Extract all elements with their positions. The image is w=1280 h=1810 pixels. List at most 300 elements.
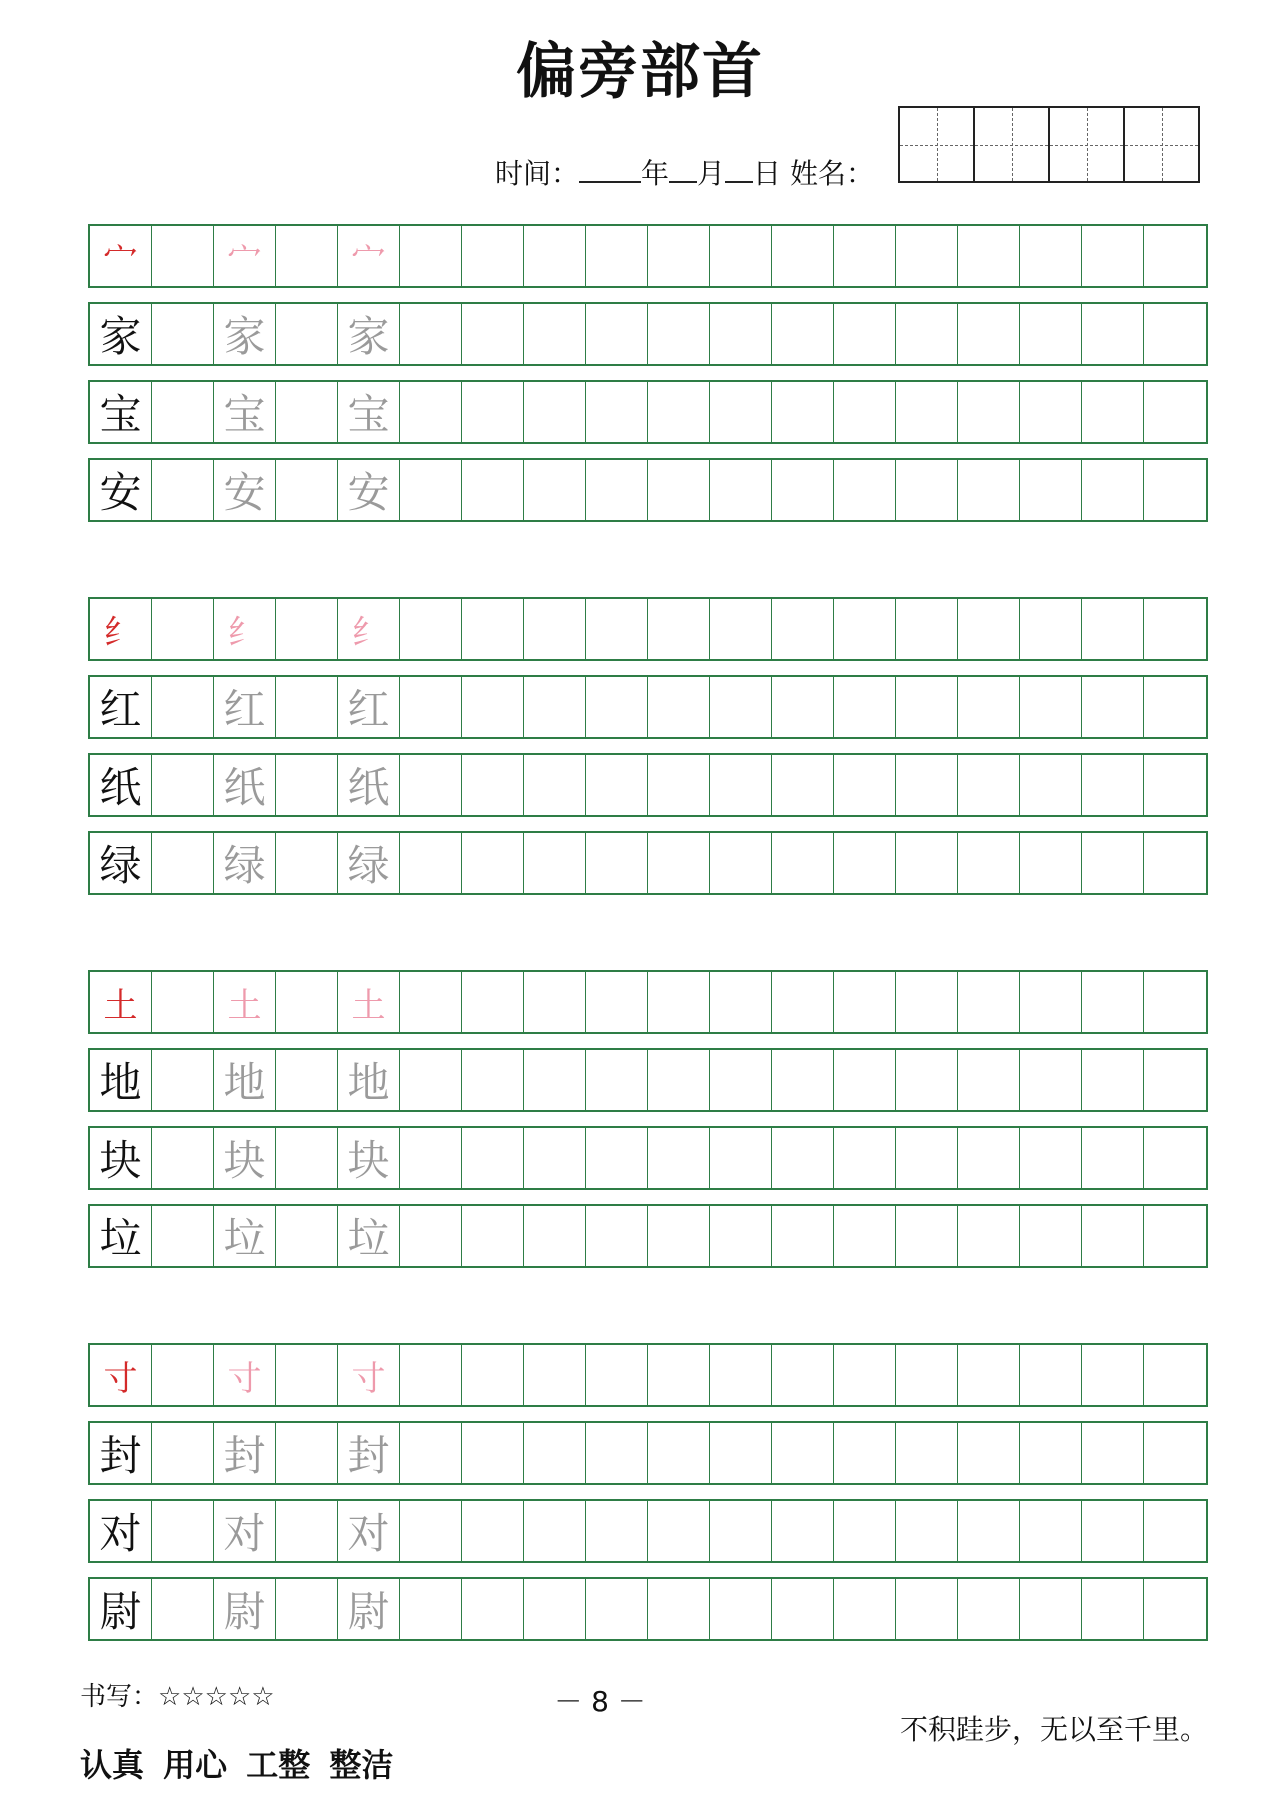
blank-practice-cell[interactable] [958, 1345, 1020, 1405]
blank-practice-cell[interactable] [152, 1579, 214, 1639]
blank-practice-cell[interactable] [586, 1206, 648, 1266]
blank-practice-cell[interactable] [400, 1345, 462, 1405]
blank-practice-cell[interactable] [1144, 304, 1206, 364]
character-trace-cell[interactable]: 宝 [338, 382, 400, 442]
blank-practice-cell[interactable] [524, 1501, 586, 1561]
character-trace-cell[interactable]: 垃 [338, 1206, 400, 1266]
blank-practice-cell[interactable] [400, 833, 462, 893]
character-trace-cell[interactable]: 宝 [214, 382, 276, 442]
blank-practice-cell[interactable] [462, 1050, 524, 1110]
radical-model-cell[interactable]: 寸 [90, 1345, 152, 1405]
blank-practice-cell[interactable] [772, 1579, 834, 1639]
character-model-cell[interactable]: 纸 [90, 755, 152, 815]
blank-practice-cell[interactable] [648, 1501, 710, 1561]
blank-practice-cell[interactable] [1082, 1128, 1144, 1188]
blank-practice-cell[interactable] [462, 382, 524, 442]
blank-practice-cell[interactable] [524, 304, 586, 364]
blank-practice-cell[interactable] [1144, 1206, 1206, 1266]
blank-practice-cell[interactable] [648, 755, 710, 815]
blank-practice-cell[interactable] [710, 1206, 772, 1266]
radical-trace-cell[interactable]: 寸 [214, 1345, 276, 1405]
blank-practice-cell[interactable] [1020, 755, 1082, 815]
rating-stars[interactable]: ☆☆☆☆☆ [158, 1682, 275, 1712]
blank-practice-cell[interactable] [1144, 972, 1206, 1032]
blank-practice-cell[interactable] [772, 599, 834, 659]
blank-practice-cell[interactable] [152, 1501, 214, 1561]
blank-practice-cell[interactable] [586, 226, 648, 286]
blank-practice-cell[interactable] [648, 599, 710, 659]
blank-practice-cell[interactable] [524, 1050, 586, 1110]
blank-practice-cell[interactable] [958, 1050, 1020, 1110]
blank-practice-cell[interactable] [1082, 460, 1144, 520]
blank-practice-cell[interactable] [276, 1579, 338, 1639]
blank-practice-cell[interactable] [710, 226, 772, 286]
blank-practice-cell[interactable] [1020, 382, 1082, 442]
blank-practice-cell[interactable] [1144, 1050, 1206, 1110]
blank-practice-cell[interactable] [1020, 833, 1082, 893]
blank-practice-cell[interactable] [710, 1501, 772, 1561]
blank-practice-cell[interactable] [586, 755, 648, 815]
blank-practice-cell[interactable] [152, 1128, 214, 1188]
blank-practice-cell[interactable] [1020, 1128, 1082, 1188]
blank-practice-cell[interactable] [958, 1501, 1020, 1561]
blank-practice-cell[interactable] [648, 1128, 710, 1188]
character-trace-cell[interactable]: 地 [214, 1050, 276, 1110]
blank-practice-cell[interactable] [586, 1345, 648, 1405]
blank-practice-cell[interactable] [462, 226, 524, 286]
blank-practice-cell[interactable] [462, 972, 524, 1032]
radical-model-cell[interactable]: 纟 [90, 599, 152, 659]
blank-practice-cell[interactable] [276, 755, 338, 815]
blank-practice-cell[interactable] [772, 304, 834, 364]
blank-practice-cell[interactable] [710, 833, 772, 893]
blank-practice-cell[interactable] [834, 833, 896, 893]
blank-practice-cell[interactable] [152, 1206, 214, 1266]
radical-trace-cell[interactable]: 纟 [338, 599, 400, 659]
blank-practice-cell[interactable] [586, 460, 648, 520]
blank-practice-cell[interactable] [834, 755, 896, 815]
blank-practice-cell[interactable] [1082, 833, 1144, 893]
blank-practice-cell[interactable] [524, 1423, 586, 1483]
blank-practice-cell[interactable] [896, 460, 958, 520]
blank-practice-cell[interactable] [586, 677, 648, 737]
character-trace-cell[interactable]: 块 [338, 1128, 400, 1188]
character-trace-cell[interactable]: 块 [214, 1128, 276, 1188]
blank-practice-cell[interactable] [958, 1423, 1020, 1483]
blank-practice-cell[interactable] [1144, 382, 1206, 442]
blank-practice-cell[interactable] [524, 599, 586, 659]
blank-practice-cell[interactable] [152, 1423, 214, 1483]
blank-practice-cell[interactable] [586, 1501, 648, 1561]
blank-practice-cell[interactable] [834, 1345, 896, 1405]
blank-practice-cell[interactable] [1020, 1345, 1082, 1405]
blank-practice-cell[interactable] [710, 1423, 772, 1483]
blank-practice-cell[interactable] [586, 382, 648, 442]
character-trace-cell[interactable]: 对 [338, 1501, 400, 1561]
blank-practice-cell[interactable] [1020, 1423, 1082, 1483]
blank-practice-cell[interactable] [400, 1206, 462, 1266]
blank-practice-cell[interactable] [772, 1423, 834, 1483]
character-trace-cell[interactable]: 尉 [214, 1579, 276, 1639]
radical-trace-cell[interactable]: 宀 [338, 226, 400, 286]
blank-practice-cell[interactable] [1144, 677, 1206, 737]
blank-practice-cell[interactable] [958, 304, 1020, 364]
blank-practice-cell[interactable] [524, 382, 586, 442]
blank-practice-cell[interactable] [276, 1423, 338, 1483]
blank-practice-cell[interactable] [276, 972, 338, 1032]
blank-practice-cell[interactable] [834, 304, 896, 364]
blank-practice-cell[interactable] [834, 382, 896, 442]
blank-practice-cell[interactable] [276, 833, 338, 893]
blank-practice-cell[interactable] [896, 755, 958, 815]
blank-practice-cell[interactable] [1020, 1501, 1082, 1561]
name-box[interactable] [1125, 108, 1198, 181]
blank-practice-cell[interactable] [586, 1050, 648, 1110]
name-box[interactable] [1050, 108, 1125, 181]
blank-practice-cell[interactable] [958, 755, 1020, 815]
blank-practice-cell[interactable] [710, 1128, 772, 1188]
blank-practice-cell[interactable] [1144, 1501, 1206, 1561]
radical-model-cell[interactable]: 土 [90, 972, 152, 1032]
blank-practice-cell[interactable] [462, 1206, 524, 1266]
blank-practice-cell[interactable] [1144, 460, 1206, 520]
day-field[interactable] [725, 155, 753, 183]
blank-practice-cell[interactable] [586, 1423, 648, 1483]
blank-practice-cell[interactable] [772, 1501, 834, 1561]
character-trace-cell[interactable]: 绿 [338, 833, 400, 893]
blank-practice-cell[interactable] [152, 755, 214, 815]
blank-practice-cell[interactable] [834, 1050, 896, 1110]
blank-practice-cell[interactable] [276, 382, 338, 442]
character-model-cell[interactable]: 垃 [90, 1206, 152, 1266]
blank-practice-cell[interactable] [834, 460, 896, 520]
blank-practice-cell[interactable] [648, 382, 710, 442]
blank-practice-cell[interactable] [462, 1579, 524, 1639]
blank-practice-cell[interactable] [400, 1501, 462, 1561]
blank-practice-cell[interactable] [1082, 304, 1144, 364]
blank-practice-cell[interactable] [586, 833, 648, 893]
blank-practice-cell[interactable] [462, 755, 524, 815]
blank-practice-cell[interactable] [1020, 972, 1082, 1032]
character-model-cell[interactable]: 对 [90, 1501, 152, 1561]
character-trace-cell[interactable]: 对 [214, 1501, 276, 1561]
blank-practice-cell[interactable] [276, 226, 338, 286]
blank-practice-cell[interactable] [276, 1206, 338, 1266]
blank-practice-cell[interactable] [152, 460, 214, 520]
character-trace-cell[interactable]: 纸 [338, 755, 400, 815]
blank-practice-cell[interactable] [1144, 599, 1206, 659]
blank-practice-cell[interactable] [772, 1050, 834, 1110]
blank-practice-cell[interactable] [772, 1345, 834, 1405]
blank-practice-cell[interactable] [524, 1128, 586, 1188]
blank-practice-cell[interactable] [1082, 226, 1144, 286]
character-trace-cell[interactable]: 安 [214, 460, 276, 520]
blank-practice-cell[interactable] [648, 226, 710, 286]
blank-practice-cell[interactable] [648, 304, 710, 364]
character-model-cell[interactable]: 地 [90, 1050, 152, 1110]
blank-practice-cell[interactable] [524, 1345, 586, 1405]
blank-practice-cell[interactable] [1082, 1501, 1144, 1561]
blank-practice-cell[interactable] [834, 226, 896, 286]
character-trace-cell[interactable]: 红 [214, 677, 276, 737]
character-trace-cell[interactable]: 尉 [338, 1579, 400, 1639]
name-boxes[interactable] [898, 106, 1200, 183]
blank-practice-cell[interactable] [896, 1128, 958, 1188]
blank-practice-cell[interactable] [276, 599, 338, 659]
blank-practice-cell[interactable] [896, 1050, 958, 1110]
blank-practice-cell[interactable] [462, 1345, 524, 1405]
blank-practice-cell[interactable] [896, 1579, 958, 1639]
blank-practice-cell[interactable] [896, 1345, 958, 1405]
blank-practice-cell[interactable] [958, 833, 1020, 893]
blank-practice-cell[interactable] [276, 1128, 338, 1188]
blank-practice-cell[interactable] [400, 1579, 462, 1639]
blank-practice-cell[interactable] [1020, 1050, 1082, 1110]
blank-practice-cell[interactable] [1082, 1579, 1144, 1639]
blank-practice-cell[interactable] [152, 972, 214, 1032]
character-trace-cell[interactable]: 封 [338, 1423, 400, 1483]
blank-practice-cell[interactable] [710, 1345, 772, 1405]
blank-practice-cell[interactable] [462, 1423, 524, 1483]
blank-practice-cell[interactable] [834, 1128, 896, 1188]
blank-practice-cell[interactable] [772, 382, 834, 442]
blank-practice-cell[interactable] [958, 599, 1020, 659]
blank-practice-cell[interactable] [152, 1345, 214, 1405]
blank-practice-cell[interactable] [1082, 1206, 1144, 1266]
blank-practice-cell[interactable] [834, 972, 896, 1032]
blank-practice-cell[interactable] [1020, 1206, 1082, 1266]
blank-practice-cell[interactable] [1144, 1423, 1206, 1483]
blank-practice-cell[interactable] [524, 833, 586, 893]
blank-practice-cell[interactable] [152, 1050, 214, 1110]
blank-practice-cell[interactable] [462, 833, 524, 893]
blank-practice-cell[interactable] [462, 1501, 524, 1561]
blank-practice-cell[interactable] [1020, 304, 1082, 364]
radical-trace-cell[interactable]: 纟 [214, 599, 276, 659]
blank-practice-cell[interactable] [834, 1501, 896, 1561]
blank-practice-cell[interactable] [462, 1128, 524, 1188]
blank-practice-cell[interactable] [276, 1501, 338, 1561]
blank-practice-cell[interactable] [772, 1128, 834, 1188]
blank-practice-cell[interactable] [586, 599, 648, 659]
blank-practice-cell[interactable] [276, 1345, 338, 1405]
blank-practice-cell[interactable] [648, 1423, 710, 1483]
name-box[interactable] [975, 108, 1050, 181]
blank-practice-cell[interactable] [958, 1128, 1020, 1188]
blank-practice-cell[interactable] [834, 1206, 896, 1266]
blank-practice-cell[interactable] [896, 1501, 958, 1561]
blank-practice-cell[interactable] [1020, 226, 1082, 286]
character-row [88, 458, 1208, 522]
character-model-cell[interactable]: 块 [90, 1128, 152, 1188]
blank-practice-cell[interactable] [524, 226, 586, 286]
blank-practice-cell[interactable] [586, 972, 648, 1032]
radical-model-cell[interactable]: 宀 [90, 226, 152, 286]
blank-practice-cell[interactable] [400, 460, 462, 520]
radical-trace-cell[interactable]: 土 [338, 972, 400, 1032]
name-box[interactable] [900, 108, 975, 181]
blank-practice-cell[interactable] [958, 382, 1020, 442]
blank-practice-cell[interactable] [400, 677, 462, 737]
blank-practice-cell[interactable] [958, 677, 1020, 737]
blank-practice-cell[interactable] [710, 1050, 772, 1110]
blank-practice-cell[interactable] [648, 972, 710, 1032]
blank-practice-cell[interactable] [1020, 599, 1082, 659]
blank-practice-cell[interactable] [1082, 1423, 1144, 1483]
blank-practice-cell[interactable] [400, 1128, 462, 1188]
character-model-cell[interactable]: 安 [90, 460, 152, 520]
blank-practice-cell[interactable] [896, 1206, 958, 1266]
year-field[interactable] [579, 155, 641, 183]
blank-practice-cell[interactable] [648, 1206, 710, 1266]
blank-practice-cell[interactable] [772, 677, 834, 737]
blank-practice-cell[interactable] [648, 1345, 710, 1405]
blank-practice-cell[interactable] [524, 460, 586, 520]
blank-practice-cell[interactable] [276, 460, 338, 520]
character-model-cell[interactable]: 绿 [90, 833, 152, 893]
blank-practice-cell[interactable] [772, 972, 834, 1032]
radical-trace-cell[interactable]: 土 [214, 972, 276, 1032]
month-field[interactable] [669, 155, 697, 183]
blank-practice-cell[interactable] [1082, 677, 1144, 737]
blank-practice-cell[interactable] [462, 304, 524, 364]
blank-practice-cell[interactable] [1020, 1579, 1082, 1639]
blank-practice-cell[interactable] [400, 226, 462, 286]
blank-practice-cell[interactable] [524, 972, 586, 1032]
blank-practice-cell[interactable] [710, 1579, 772, 1639]
blank-practice-cell[interactable] [834, 1423, 896, 1483]
blank-practice-cell[interactable] [896, 677, 958, 737]
blank-practice-cell[interactable] [1144, 1345, 1206, 1405]
blank-practice-cell[interactable] [276, 1050, 338, 1110]
character-trace-cell[interactable]: 地 [338, 1050, 400, 1110]
blank-practice-cell[interactable] [586, 1579, 648, 1639]
blank-practice-cell[interactable] [958, 1206, 1020, 1266]
blank-practice-cell[interactable] [400, 1050, 462, 1110]
blank-practice-cell[interactable] [400, 1423, 462, 1483]
blank-practice-cell[interactable] [1144, 1128, 1206, 1188]
blank-practice-cell[interactable] [462, 677, 524, 737]
blank-practice-cell[interactable] [710, 599, 772, 659]
blank-practice-cell[interactable] [896, 599, 958, 659]
character-trace-cell[interactable]: 家 [338, 304, 400, 364]
radical-trace-cell[interactable]: 宀 [214, 226, 276, 286]
blank-practice-cell[interactable] [524, 1206, 586, 1266]
blank-practice-cell[interactable] [958, 460, 1020, 520]
blank-practice-cell[interactable] [834, 1579, 896, 1639]
blank-practice-cell[interactable] [462, 460, 524, 520]
blank-practice-cell[interactable] [710, 677, 772, 737]
character-model-cell[interactable]: 尉 [90, 1579, 152, 1639]
blank-practice-cell[interactable] [400, 382, 462, 442]
blank-practice-cell[interactable] [1144, 755, 1206, 815]
blank-practice-cell[interactable] [276, 304, 338, 364]
name-label: 姓名： [789, 157, 874, 190]
blank-practice-cell[interactable] [1020, 460, 1082, 520]
character-trace-cell[interactable]: 纸 [214, 755, 276, 815]
character-model-cell[interactable]: 红 [90, 677, 152, 737]
blank-practice-cell[interactable] [400, 599, 462, 659]
blank-practice-cell[interactable] [1082, 972, 1144, 1032]
blank-practice-cell[interactable] [152, 382, 214, 442]
blank-practice-cell[interactable] [152, 833, 214, 893]
blank-practice-cell[interactable] [152, 677, 214, 737]
character-trace-cell[interactable]: 绿 [214, 833, 276, 893]
blank-practice-cell[interactable] [1020, 677, 1082, 737]
blank-practice-cell[interactable] [462, 599, 524, 659]
blank-practice-cell[interactable] [586, 304, 648, 364]
character-trace-cell[interactable]: 家 [214, 304, 276, 364]
character-model-cell[interactable]: 家 [90, 304, 152, 364]
blank-practice-cell[interactable] [772, 755, 834, 815]
blank-practice-cell[interactable] [648, 460, 710, 520]
character-trace-cell[interactable]: 封 [214, 1423, 276, 1483]
blank-practice-cell[interactable] [400, 755, 462, 815]
blank-practice-cell[interactable] [1082, 1050, 1144, 1110]
blank-practice-cell[interactable] [524, 677, 586, 737]
blank-practice-cell[interactable] [896, 226, 958, 286]
blank-practice-cell[interactable] [772, 460, 834, 520]
blank-practice-cell[interactable] [710, 755, 772, 815]
radical-trace-cell[interactable]: 寸 [338, 1345, 400, 1405]
blank-practice-cell[interactable] [710, 972, 772, 1032]
character-model-cell[interactable]: 封 [90, 1423, 152, 1483]
blank-practice-cell[interactable] [1144, 833, 1206, 893]
blank-practice-cell[interactable] [834, 599, 896, 659]
blank-practice-cell[interactable] [958, 972, 1020, 1032]
blank-practice-cell[interactable] [1144, 226, 1206, 286]
blank-practice-cell[interactable] [772, 1206, 834, 1266]
blank-practice-cell[interactable] [648, 833, 710, 893]
blank-practice-cell[interactable] [1082, 755, 1144, 815]
blank-practice-cell[interactable] [772, 226, 834, 286]
character-row [88, 831, 1208, 895]
character-model-cell[interactable]: 宝 [90, 382, 152, 442]
blank-practice-cell[interactable] [524, 1579, 586, 1639]
character-trace-cell[interactable]: 红 [338, 677, 400, 737]
character-trace-cell[interactable]: 安 [338, 460, 400, 520]
blank-practice-cell[interactable] [648, 1050, 710, 1110]
blank-practice-cell[interactable] [400, 304, 462, 364]
blank-practice-cell[interactable] [276, 677, 338, 737]
blank-practice-cell[interactable] [1082, 599, 1144, 659]
blank-practice-cell[interactable] [834, 677, 896, 737]
blank-practice-cell[interactable] [400, 972, 462, 1032]
character-trace-cell[interactable]: 垃 [214, 1206, 276, 1266]
blank-practice-cell[interactable] [896, 833, 958, 893]
blank-practice-cell[interactable] [648, 677, 710, 737]
blank-practice-cell[interactable] [1082, 1345, 1144, 1405]
blank-practice-cell[interactable] [896, 1423, 958, 1483]
blank-practice-cell[interactable] [896, 382, 958, 442]
blank-practice-cell[interactable] [586, 1128, 648, 1188]
blank-practice-cell[interactable] [710, 304, 772, 364]
blank-practice-cell[interactable] [710, 382, 772, 442]
blank-practice-cell[interactable] [1082, 382, 1144, 442]
blank-practice-cell[interactable] [648, 1579, 710, 1639]
blank-practice-cell[interactable] [710, 460, 772, 520]
blank-practice-cell[interactable] [152, 304, 214, 364]
blank-practice-cell[interactable] [524, 755, 586, 815]
blank-practice-cell[interactable] [152, 226, 214, 286]
blank-practice-cell[interactable] [896, 972, 958, 1032]
blank-practice-cell[interactable] [152, 599, 214, 659]
blank-practice-cell[interactable] [958, 1579, 1020, 1639]
blank-practice-cell[interactable] [958, 226, 1020, 286]
blank-practice-cell[interactable] [896, 304, 958, 364]
blank-practice-cell[interactable] [772, 833, 834, 893]
blank-practice-cell[interactable] [1144, 1579, 1206, 1639]
